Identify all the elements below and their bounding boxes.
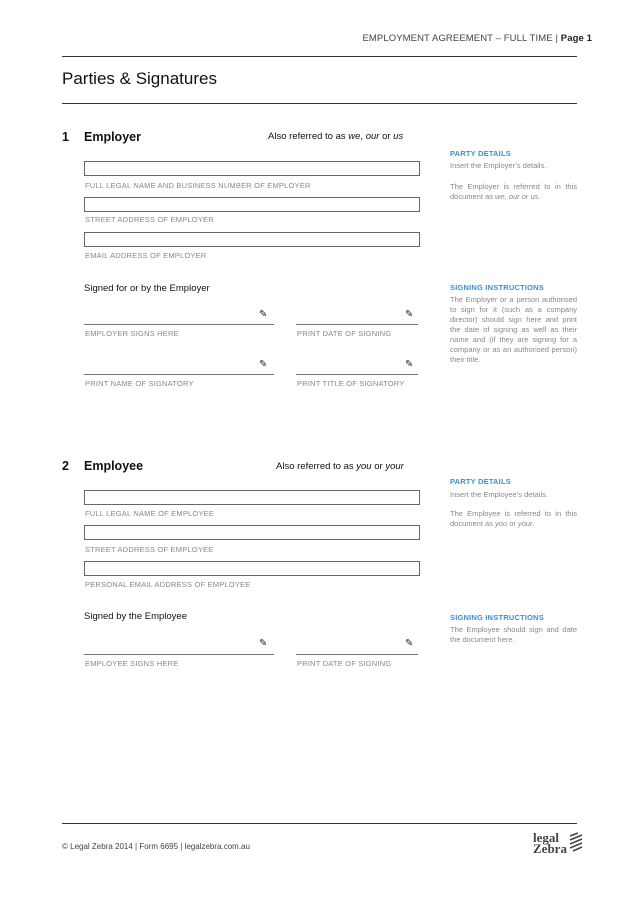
pen-icon: ✎: [405, 359, 414, 370]
alias-sep: ,: [360, 131, 366, 142]
employee-date-label: PRINT DATE OF SIGNING: [297, 659, 392, 668]
footer-rule: [62, 823, 577, 824]
header-doc-title: EMPLOYMENT AGREEMENT – FULL TIME: [362, 33, 553, 44]
employer-signatory-title-line[interactable]: [296, 374, 418, 375]
employee-address-label: STREET ADDRESS OF EMPLOYEE: [85, 545, 214, 554]
employer-signed-for: Signed for or by the Employer: [84, 283, 210, 294]
alias-your: your: [385, 461, 404, 472]
section-number-employee: 2: [62, 459, 69, 473]
employer-party-details-text2: [450, 182, 577, 202]
employee-signature-label: EMPLOYEE SIGNS HERE: [85, 659, 179, 668]
zebra-stripes-logo-icon: [569, 832, 583, 854]
party-text: or: [519, 192, 531, 201]
employee-date-line[interactable]: [296, 654, 418, 655]
employer-alias: [268, 131, 403, 142]
employer-address-label: STREET ADDRESS OF EMPLOYER: [85, 215, 214, 224]
employee-party-details-heading: PARTY DETAILS: [450, 477, 511, 486]
party-text: The Employee is referred to in this document as: [450, 509, 577, 528]
alias-our: our: [365, 131, 380, 142]
employer-party-details-text1: Insert the Employer’s details.: [450, 161, 547, 170]
alias-us: us: [393, 131, 404, 142]
running-header: [362, 33, 592, 44]
employer-signatory-name-label: PRINT NAME OF SIGNATORY: [85, 379, 194, 388]
employer-signature-label: EMPLOYER SIGNS HERE: [85, 329, 179, 338]
employer-signing-instructions-heading: SIGNING INSTRUCTIONS: [450, 283, 545, 292]
party-text: The Employer is referred to in this document as: [450, 182, 577, 201]
party-alias: us: [530, 192, 539, 201]
pen-icon: ✎: [259, 309, 268, 320]
alias-sep: or: [371, 461, 386, 472]
title-rule: [62, 103, 577, 104]
header-rule: [62, 56, 577, 57]
employer-signing-instructions-text: The Employer or a person authorised to sign for it (such as a company director) should sign here and print the date of signing as well as their name and (if they are signing for a company or as an authorised person) their title.: [450, 295, 577, 364]
logo-wordmark: [533, 832, 567, 854]
employee-signing-instructions-heading: SIGNING INSTRUCTIONS: [450, 613, 545, 622]
logo-line1: legal: [533, 830, 559, 845]
employer-address-field[interactable]: [84, 197, 420, 212]
footer-text: © Legal Zebra 2014 | Form 6695 | legalzebra.com.au: [62, 842, 250, 851]
party-text: or: [507, 519, 518, 528]
employee-signature-line[interactable]: [84, 654, 274, 655]
employer-date-line[interactable]: [296, 324, 418, 325]
party-alias: your: [517, 519, 533, 528]
header-separator: |: [552, 33, 561, 44]
employee-alias: [276, 461, 404, 472]
party-alias: you: [495, 519, 508, 528]
alias-we: we: [348, 131, 361, 142]
employee-signing-instructions-text: The Employee should sign and date the document here.: [450, 625, 577, 644]
employee-party-details-text1: Insert the Employee’s details.: [450, 490, 548, 499]
employer-email-label: EMAIL ADDRESS OF EMPLOYER: [85, 251, 207, 260]
header-page: Page 1: [560, 33, 592, 44]
pen-icon: ✎: [405, 638, 414, 649]
employee-name-field[interactable]: [84, 490, 420, 505]
employer-party-details-heading: PARTY DETAILS: [450, 149, 511, 158]
employer-name-field[interactable]: [84, 161, 420, 176]
alias-prefix: Also referred to as: [276, 461, 357, 472]
employee-address-field[interactable]: [84, 525, 420, 540]
employer-date-label: PRINT DATE OF SIGNING: [297, 329, 392, 338]
section-heading-employer: Employer: [84, 130, 141, 144]
pen-icon: ✎: [259, 638, 268, 649]
employer-signatory-title-label: PRINT TITLE OF SIGNATORY: [297, 379, 405, 388]
pen-icon: ✎: [259, 359, 268, 370]
page-title: Parties & Signatures: [62, 69, 217, 88]
employer-name-label: FULL LEGAL NAME AND BUSINESS NUMBER OF EMPLOYER: [85, 181, 311, 190]
employee-signed-by: Signed by the Employee: [84, 611, 187, 622]
legal-zebra-logo: [533, 832, 583, 854]
employer-email-field[interactable]: [84, 232, 420, 247]
party-text: .: [532, 519, 535, 528]
section-number-employer: 1: [62, 130, 69, 144]
employee-party-details-text2: [450, 509, 577, 529]
employee-name-label: FULL LEGAL NAME OF EMPLOYEE: [85, 509, 215, 518]
logo-line2: Zebra: [533, 841, 567, 856]
party-alias: we, our: [495, 192, 520, 201]
employee-email-field[interactable]: [84, 561, 420, 576]
alias-prefix: Also referred to as: [268, 131, 349, 142]
alias-you: you: [356, 461, 372, 472]
party-text: .: [538, 192, 541, 201]
employer-signatory-name-line[interactable]: [84, 374, 274, 375]
alias-sep: or: [379, 131, 394, 142]
pen-icon: ✎: [405, 309, 414, 320]
section-heading-employee: Employee: [84, 459, 144, 473]
employer-signature-line[interactable]: [84, 324, 274, 325]
employee-email-label: PERSONAL EMAIL ADDRESS OF EMPLOYEE: [85, 580, 251, 589]
